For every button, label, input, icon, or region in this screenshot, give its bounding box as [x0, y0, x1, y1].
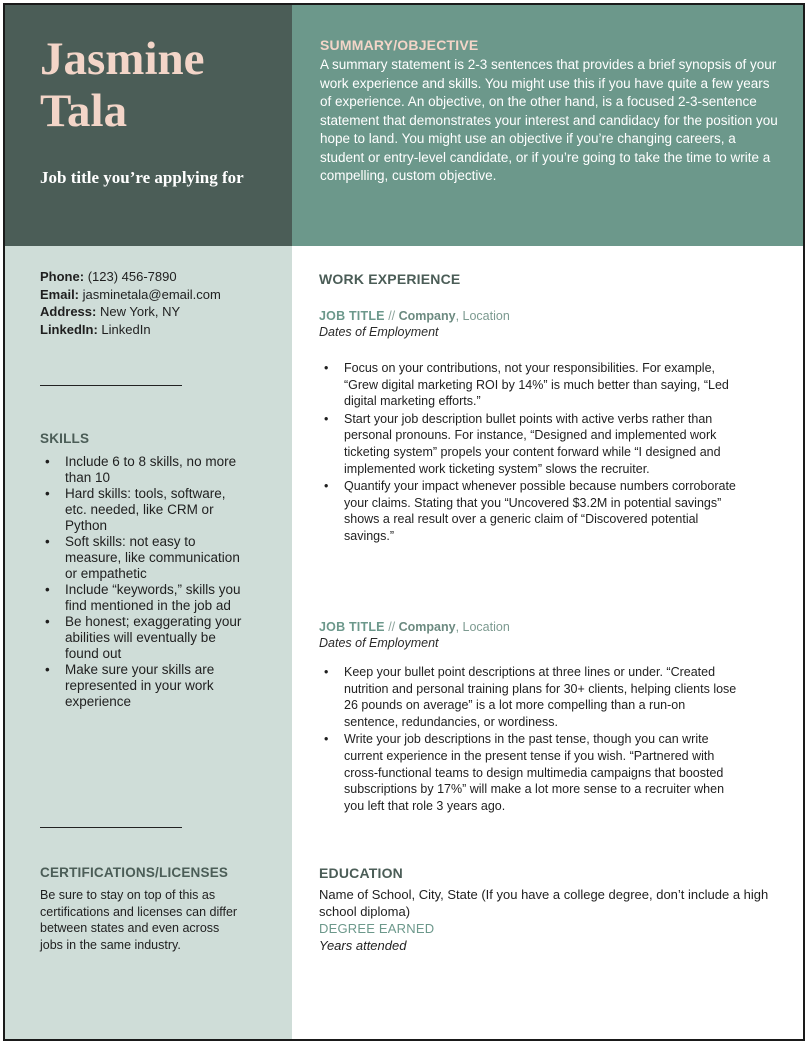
list-item: • Make sure your skills are represented in your work experience [40, 662, 250, 710]
education-heading: EDUCATION [319, 865, 403, 881]
list-item: • Keep your bullet point descriptions at three lines or under. “Created nutrition and personal training plans for 30+ clients, helping clients lose 26 pounds on average” is a lot more compelling than a run-on sentence, redundancies, or wordiness. [319, 664, 739, 730]
list-item: • Start your job description bullet points with active verbs rather than personal pronouns. For instance, “Designed and implemented work ticketing system” propels your content forward while “I designed and implemented work ticketing system” slows the recruiter. [319, 411, 739, 477]
job-dates: Dates of Employment [319, 325, 439, 339]
work-experience-heading: WORK EXPERIENCE [319, 271, 461, 287]
skills-list [40, 454, 250, 710]
list-item: • Quantify your impact whenever possible because numbers corroborate your claims. Stating that you “Uncovered $3.2M in potential savings” shows a real result over a generic claim of “Discovered potential savings.” [319, 478, 739, 544]
resume-page [5, 5, 803, 1039]
list-item: • Include “keywords,” skills you find mentioned in the job ad [40, 582, 250, 614]
job-bullets [319, 360, 739, 546]
first-name: Jasmine [40, 33, 205, 85]
contact-email: Email: jasminetala@email.com [40, 286, 221, 302]
list-item: • Soft skills: not easy to measure, like communication or empathetic [40, 534, 250, 582]
contact-phone: Phone: (123) 456-7890 [40, 269, 177, 284]
certifications-text: Be sure to stay on top of this as certifications and licenses can differ between states and even across jobs in the same industry. [40, 888, 238, 952]
list-item: • Focus on your contributions, not your responsibilities. For example, “Grew digital marketing ROI by 14%” is much better than saying, “Led digital marketing efforts.” [319, 360, 739, 410]
job-title-line: JOB TITLE // Company, Location [319, 309, 510, 323]
sidebar-divider [40, 385, 182, 386]
candidate-name [40, 33, 280, 137]
education-years: Years attended [319, 938, 407, 953]
last-name: Tala [40, 85, 128, 137]
contact-address: Address: New York, NY [40, 304, 181, 319]
list-item: • Include 6 to 8 skills, no more than 10 [40, 454, 250, 486]
list-item: • Write your job descriptions in the past tense, though you can write current experience in the present tense if you wish. “Partnered with cross-functional teams to design multimedia campaigns that boosted subscriptions by 17%” will make a lot more sense to a recruiter when you left that role 3 years ago. [319, 731, 739, 814]
job-title-line: JOB TITLE // Company, Location [319, 620, 510, 634]
target-job-title: Job title you’re applying for [40, 168, 244, 187]
contact-info [40, 268, 280, 338]
certifications-heading: CERTIFICATIONS/LICENSES [40, 865, 229, 880]
list-item: • Be honest; exaggerating your abilities will eventually be found out [40, 614, 250, 662]
education-school: Name of School, City, State (If you have a college degree, don’t include a high school diploma) [319, 887, 769, 919]
job-bullets [319, 664, 739, 815]
job-dates: Dates of Employment [319, 636, 439, 650]
summary-text: A summary statement is 2-3 sentences that provides a brief synopsis of your work experience and skills. You might use this if you have quite a few years of experience. An objective, on the other hand, is a focused 2-3-sentence statement that demonstrates your interest and candidacy for the position you hope to land. You might use an objective if you’re changing careers, a student or entry-level candidate, or if you’re going to take the time to write a compelling, custom objective. [320, 57, 778, 183]
education-degree: DEGREE EARNED [319, 921, 435, 936]
summary-heading: SUMMARY/OBJECTIVE [320, 37, 479, 53]
sidebar-divider [40, 827, 182, 828]
list-item: • Hard skills: tools, software, etc. needed, like CRM or Python [40, 486, 250, 534]
skills-heading: SKILLS [40, 431, 90, 446]
contact-linkedin: LinkedIn: LinkedIn [40, 321, 151, 337]
